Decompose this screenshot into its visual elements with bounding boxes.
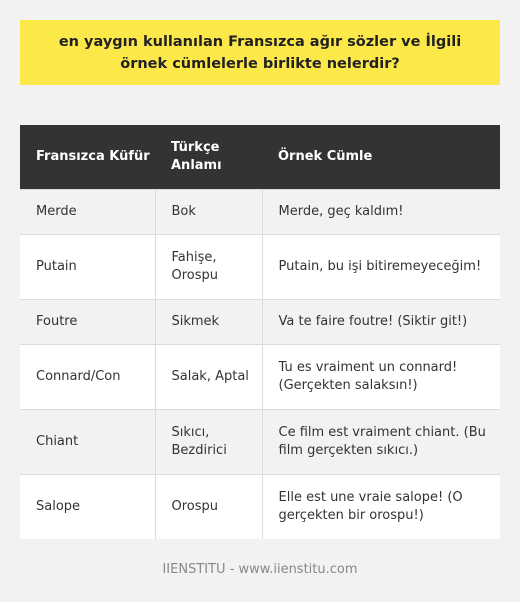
- title-banner: [20, 20, 500, 85]
- cell-example-sentence: Merde, geç kaldım!: [262, 189, 500, 234]
- cell-turkish-meaning: Bok: [155, 189, 262, 234]
- header-turkish-meaning: Türkçe Anlamı: [155, 125, 262, 189]
- swear-words-table: [20, 125, 500, 539]
- table-row: [20, 299, 500, 344]
- header-example-sentence: Örnek Cümle: [262, 125, 500, 189]
- page-title: en yaygın kullanılan Fransızca ağır sözler ve İlgili örnek cümlelerle birlikte nelerdir?: [58, 33, 462, 72]
- cell-example-sentence: Ce film est vraiment chiant. (Bu film gerçekten sıkıcı.): [262, 409, 500, 474]
- cell-french-word: Salope: [20, 474, 155, 539]
- header-french-word: Fransızca Küfür: [20, 125, 155, 189]
- footer-credit: IIENSTITU - www.iienstitu.com: [162, 562, 358, 577]
- cell-example-sentence: Elle est une vraie salope! (O gerçekten bir orospu!): [262, 474, 500, 539]
- table-row: [20, 409, 500, 474]
- cell-example-sentence: Tu es vraiment un connard! (Gerçekten salaksın!): [262, 344, 500, 409]
- cell-turkish-meaning: Sıkıcı, Bezdirici: [155, 409, 262, 474]
- cell-example-sentence: Putain, bu işi bitiremeyeceğim!: [262, 234, 500, 299]
- cell-french-word: Putain: [20, 234, 155, 299]
- table-row: [20, 474, 500, 539]
- cell-turkish-meaning: Fahişe, Orospu: [155, 234, 262, 299]
- cell-example-sentence: Va te faire foutre! (Siktir git!): [262, 299, 500, 344]
- cell-turkish-meaning: Orospu: [155, 474, 262, 539]
- table-row: [20, 189, 500, 234]
- table-row: [20, 344, 500, 409]
- cell-turkish-meaning: Salak, Aptal: [155, 344, 262, 409]
- cell-french-word: Merde: [20, 189, 155, 234]
- table-row: [20, 234, 500, 299]
- cell-french-word: Connard/Con: [20, 344, 155, 409]
- cell-french-word: Chiant: [20, 409, 155, 474]
- cell-french-word: Foutre: [20, 299, 155, 344]
- cell-turkish-meaning: Sikmek: [155, 299, 262, 344]
- table-header-row: [20, 125, 500, 189]
